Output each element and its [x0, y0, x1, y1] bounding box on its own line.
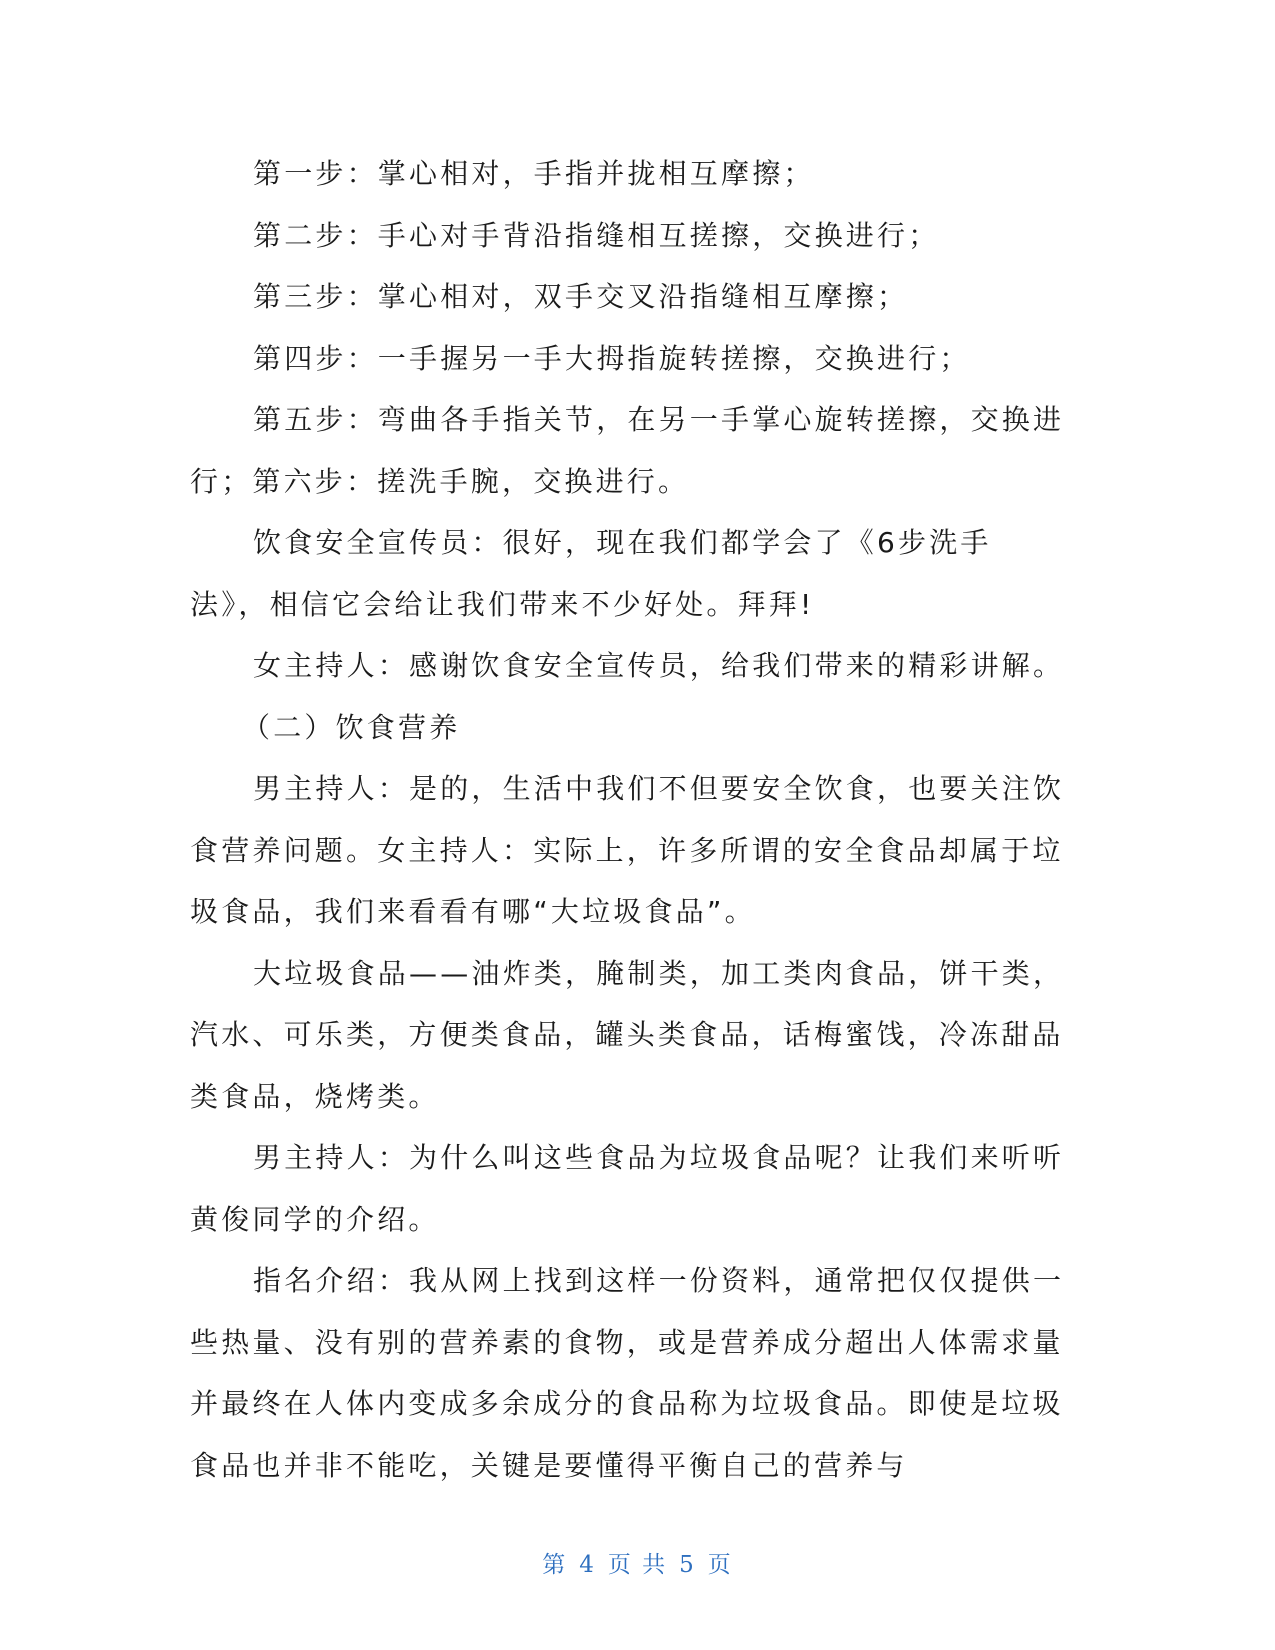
footer-suffix: 页 — [707, 1552, 733, 1578]
page-footer — [0, 1546, 1275, 1579]
paragraph-safety-promoter: 饮食安全宣传员：很好，现在我们都学会了《6步洗手法》，相信它会给让我们带来不少好处。拜拜! — [190, 526, 992, 621]
paragraph-step-4: 第四步：一手握另一手大拇指旋转搓擦，交换进行； — [253, 341, 971, 375]
document-body — [190, 143, 1065, 1496]
paragraph-step-3: 第三步：掌心相对，双手交叉沿指缝相互摩擦； — [253, 280, 909, 313]
paragraph-step-2: 第二步：手心对手背沿指缝相互搓擦，交换进行； — [253, 218, 940, 252]
footer-current-page: 4 — [579, 1552, 596, 1578]
paragraph-junk-food-list: 大垃圾食品——油炸类，腌制类，加工类肉食品，饼干类，汽水、可乐类，方便类食品，罐头类食品，话梅蜜饯，冷冻甜品类食品，烧烤类。 — [190, 956, 1065, 1113]
footer-total-pages: 5 — [679, 1552, 696, 1578]
paragraph-male-host-nutrition: 男主持人：是的，生活中我们不但要安全饮食，也要关注饮食营养问题。女主持人：实际上，许多所谓的安全食品却属于垃圾食品，我们来看看有哪“大垃圾食品”。 — [190, 772, 1065, 928]
footer-prefix: 第 — [542, 1552, 568, 1578]
footer-middle: 页 共 — [607, 1552, 668, 1578]
paragraph-female-host-thanks: 女主持人：感谢饮食安全宣传员，给我们带来的精彩讲解。 — [253, 649, 1065, 682]
paragraph-introduction: 指名介绍：我从网上找到这样一份资料，通常把仅仅提供一些热量、没有别的营养素的食物，或是营养成分超出人体需求量并最终在人体内变成多余成分的食品称为垃圾食品。即使是垃圾食品也并非不能吃，关键是要懂得平衡自己的营养与 — [190, 1264, 1065, 1482]
paragraph-step-5-6: 第五步：弯曲各手指关节，在另一手掌心旋转搓擦，交换进行；第六步：搓洗手腕，交换进行。 — [190, 403, 1065, 498]
paragraph-male-host-question: 男主持人：为什么叫这些食品为垃圾食品呢？让我们来听听黄俊同学的介绍。 — [190, 1141, 1065, 1236]
paragraph-step-1: 第一步：掌心相对，手指并拢相互摩擦； — [253, 157, 815, 190]
section-heading-nutrition: （二）饮食营养 — [242, 710, 461, 744]
